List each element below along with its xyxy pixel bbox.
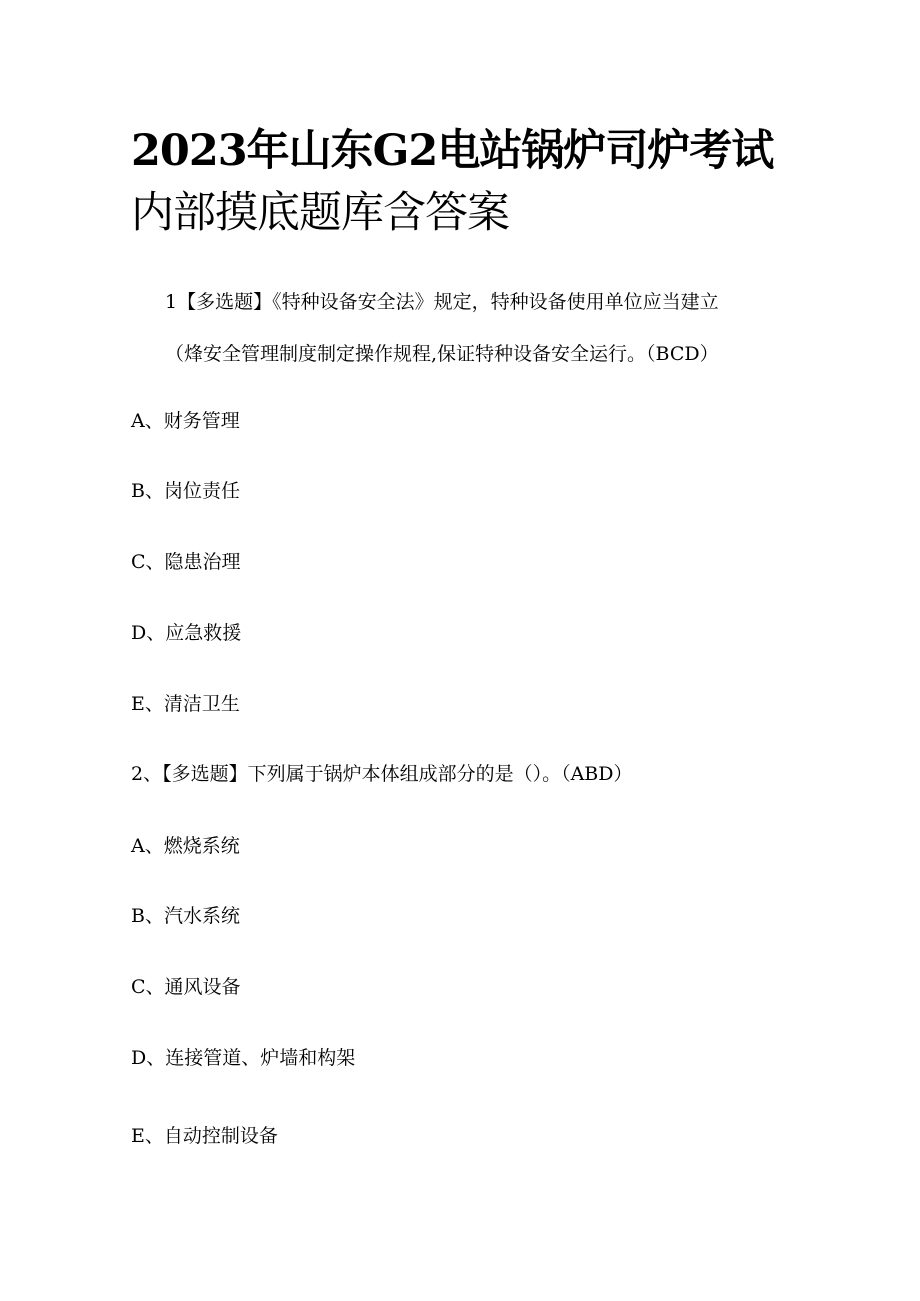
question-2-option-a: A、燃烧系统 xyxy=(131,835,240,857)
question-1-stem xyxy=(131,276,831,380)
question-1-option-b: B、岗位责任 xyxy=(131,480,240,502)
question-1-option-a: A、财务管理 xyxy=(131,410,240,432)
page-title xyxy=(131,120,791,244)
question-1-stem-line-1: 1【多选题】《特种设备安全法》规定，特种设备使用单位应当建立 xyxy=(165,291,719,313)
question-1-option-c: C、隐患治理 xyxy=(131,551,241,573)
title-line-1: 2023年山东G2电站锅炉司炉考试 xyxy=(131,126,774,176)
title-line-2: 内部摸底题库含答案 xyxy=(131,188,509,238)
question-1-option-d: D、应急救援 xyxy=(131,622,242,644)
question-1-stem-line-2: （烽安全管理制度制定操作规程,保证特种设备安全运行。（BCD） xyxy=(165,343,719,365)
question-2-option-c: C、通风设备 xyxy=(131,976,241,998)
question-2-stem: 2、【多选题】下列属于锅炉本体组成部分的是（）。（ABD） xyxy=(131,763,633,785)
question-2-option-d: D、连接管道、炉墙和构架 xyxy=(131,1047,356,1069)
question-2-option-b: B、汽水系统 xyxy=(131,905,240,927)
question-1-option-e: E、清洁卫生 xyxy=(131,693,240,715)
question-2-option-e: E、自动控制设备 xyxy=(131,1125,278,1147)
